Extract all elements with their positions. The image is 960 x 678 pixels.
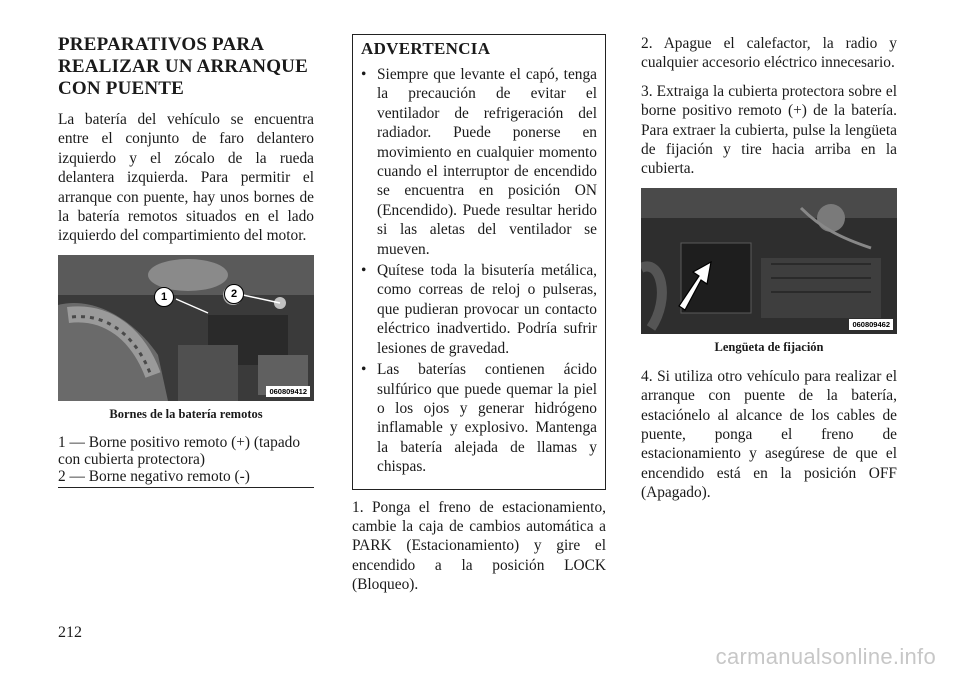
section-title: PREPARATIVOS PARA REALIZAR UN ARRANQUE CON PUENTE — [58, 34, 308, 99]
warning-title: ADVERTENCIA — [361, 39, 491, 58]
warning-item: • Quítese toda la bisutería metálica, como correas de reloj o pulseras, que pudieran provocar un contacto eléctrico inadvertido. Podría sufrir lesiones de gravedad. — [361, 261, 597, 358]
step-3: 3. Extraiga la cubierta protectora sobre el borne positivo remoto (+) de la batería. Para extraer la cubierta, pulse la lengüeta de fijación y tire hacia arriba en la cubierta. — [641, 82, 897, 178]
photo-caption: Bornes de la batería remotos — [109, 406, 263, 421]
figure-legend — [58, 434, 314, 488]
engine-bay-illustration — [58, 255, 314, 401]
warning-list — [361, 65, 597, 477]
warning-box — [352, 34, 606, 490]
warning-item: • Las baterías contienen ácido sulfúrico que puede quemar la piel o los ojos y generar hidrógeno inflamable y explosivo. Mantenga la batería alejada de llamas y chispas. — [361, 360, 597, 476]
legend-item-2: 2 — Borne negativo remoto (-) — [58, 467, 250, 485]
photo-code: 060809412 — [266, 386, 310, 397]
warning-item: • Siempre que levante el capó, tenga la precaución de evitar el ventilador de refrigeración del radiador. Puede ponerse en movimiento en cualquier momento cuando el interruptor de encendido se encuentra en posición ON (Encendido). Puede resultar herido si las aletas del ventilador se mueven. — [361, 65, 597, 259]
step-4: 4. Si utiliza otro vehículo para realizar el arranque con puente de la batería, estaciónelo al alcance de los cables de puente, ponga el freno de estacionamiento y asegúrese de que el encendido está en la posición OFF (Apagado). — [641, 367, 897, 502]
photo-caption: Lengüeta de fijación — [714, 339, 824, 354]
fuse-box-illustration — [641, 188, 897, 334]
callout-2: 2 — [224, 284, 244, 304]
step-2: 2. Apague el calefactor, la radio y cualquier accesorio eléctrico innecesario. — [641, 35, 897, 72]
remote-battery-terminals-photo — [58, 255, 314, 401]
page-number: 212 — [58, 624, 82, 641]
fixing-tab-photo — [641, 188, 897, 334]
watermark: carmanualsonline.info — [715, 644, 936, 669]
middle-column — [352, 34, 606, 604]
legend-item-1: 1 — Borne positivo remoto (+) (tapado con cubierta protectora) — [58, 433, 301, 468]
left-column — [58, 34, 314, 488]
callout-1: 1 — [154, 287, 174, 307]
right-column — [641, 34, 897, 512]
photo-code: 060809462 — [849, 319, 893, 330]
step-1: 1. Ponga el freno de estacionamiento, cambie la caja de cambios automática a PARK (Estacionamiento) y gire el encendido a la posición LOCK (Bloqueo). — [352, 498, 606, 594]
intro-paragraph: La batería del vehículo se encuentra entre el conjunto de faro delantero izquierdo y el zócalo de la rueda delantera izquierda. Para permitir el arranque con puente, hay unos bornes de la batería remotos situados en el lado izquierdo del compartimiento del motor. — [58, 111, 314, 245]
